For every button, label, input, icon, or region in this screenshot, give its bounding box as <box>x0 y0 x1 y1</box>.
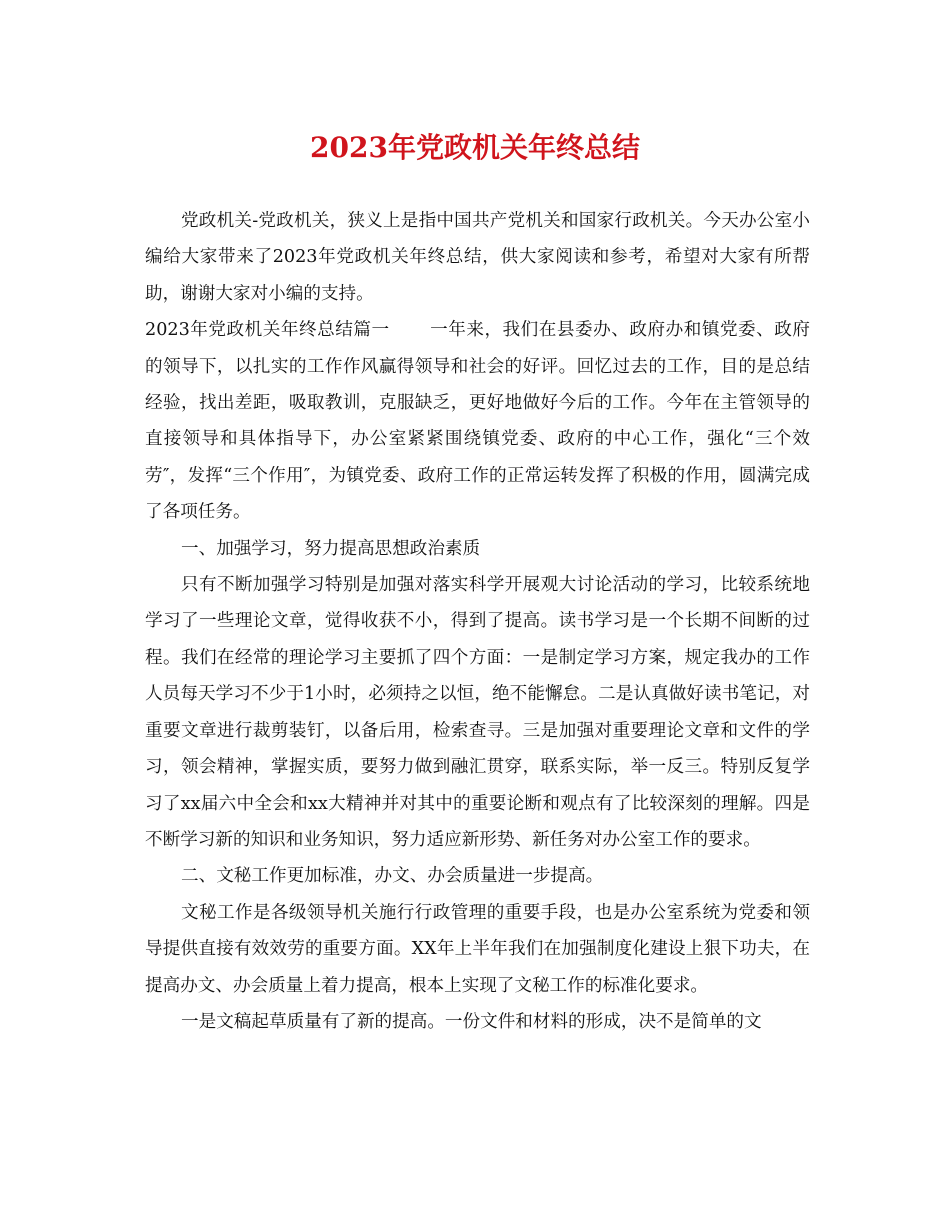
section-paragraph <box>145 312 810 530</box>
document-title: 2023年党政机关年终总结 <box>310 131 640 164</box>
section-title: 2023年党政机关年终总结篇一 <box>145 320 390 341</box>
heading-2: 二、文秘工作更加标准，办文、办会质量进一步提高。 <box>181 866 604 887</box>
paragraph-2: 文秘工作是各级领导机关施行行政管理的重要手段，也是办公室系统为党委和领导提供直接有效效劳的重要方面。XX年上半年我们在加强制度化建设上狠下功夫，在提高办文、办会质量上着力提高，根本上实现了文秘工作的标准化要求。 <box>145 902 810 996</box>
section-opening: 一年来，我们在县委办、政府办和镇党委、政府的领导下，以扎实的工作作风赢得领导和社会的好评。回忆过去的工作，目的是总结经验，找出差距，吸取教训，克服缺乏，更好地做好今后的工作。今年在主管领导的直接领导和具体指导下，办公室紧紧围绕镇党委、政府的中心工作，强化“三个效劳″，发挥“三个作用″，为镇党委、政府工作的正常运转发挥了积极的作用，圆满完成了各项任务。 <box>145 320 810 523</box>
document-body <box>145 203 810 1040</box>
intro-paragraph: 党政机关-党政机关，狭义上是指中国共产党机关和国家行政机关。今天办公室小编给大家带来了2023年党政机关年终总结，供大家阅读和参考，希望对大家有所帮助，谢谢大家对小编的支持。 <box>145 211 810 304</box>
paragraph-1: 只有不断加强学习特别是加强对落实科学开展观大讨论活动的学习，比较系统地学习了一些理论文章，觉得收获不小，得到了提高。读书学习是一个长期不间断的过程。我们在经常的理论学习主要抓了四个方面：一是制定学习方案，规定我办的工作人员每天学习不少于1小时，必须持之以恒，绝不能懈怠。二是认真做好读书笔记，对重要文章进行裁剪装钉，以备后用，检索查寻。三是加强对重要理论文章和文件的学习，领会精神，掌握实质，要努力做到融汇贯穿，联系实际，举一反三。特别反复学习了xx届六中全会和xx大精神并对其中的重要论断和观点有了比较深刻的理解。四是不断学习新的知识和业务知识，努力适应新形势、新任务对办公室工作的要求。 <box>145 575 810 850</box>
heading-1: 一、加强学习，努力提高思想政治素质 <box>181 538 481 559</box>
paragraph-3: 一是文稿起草质量有了新的提高。一份文件和材料的形成，决不是简单的文 <box>181 1011 762 1032</box>
